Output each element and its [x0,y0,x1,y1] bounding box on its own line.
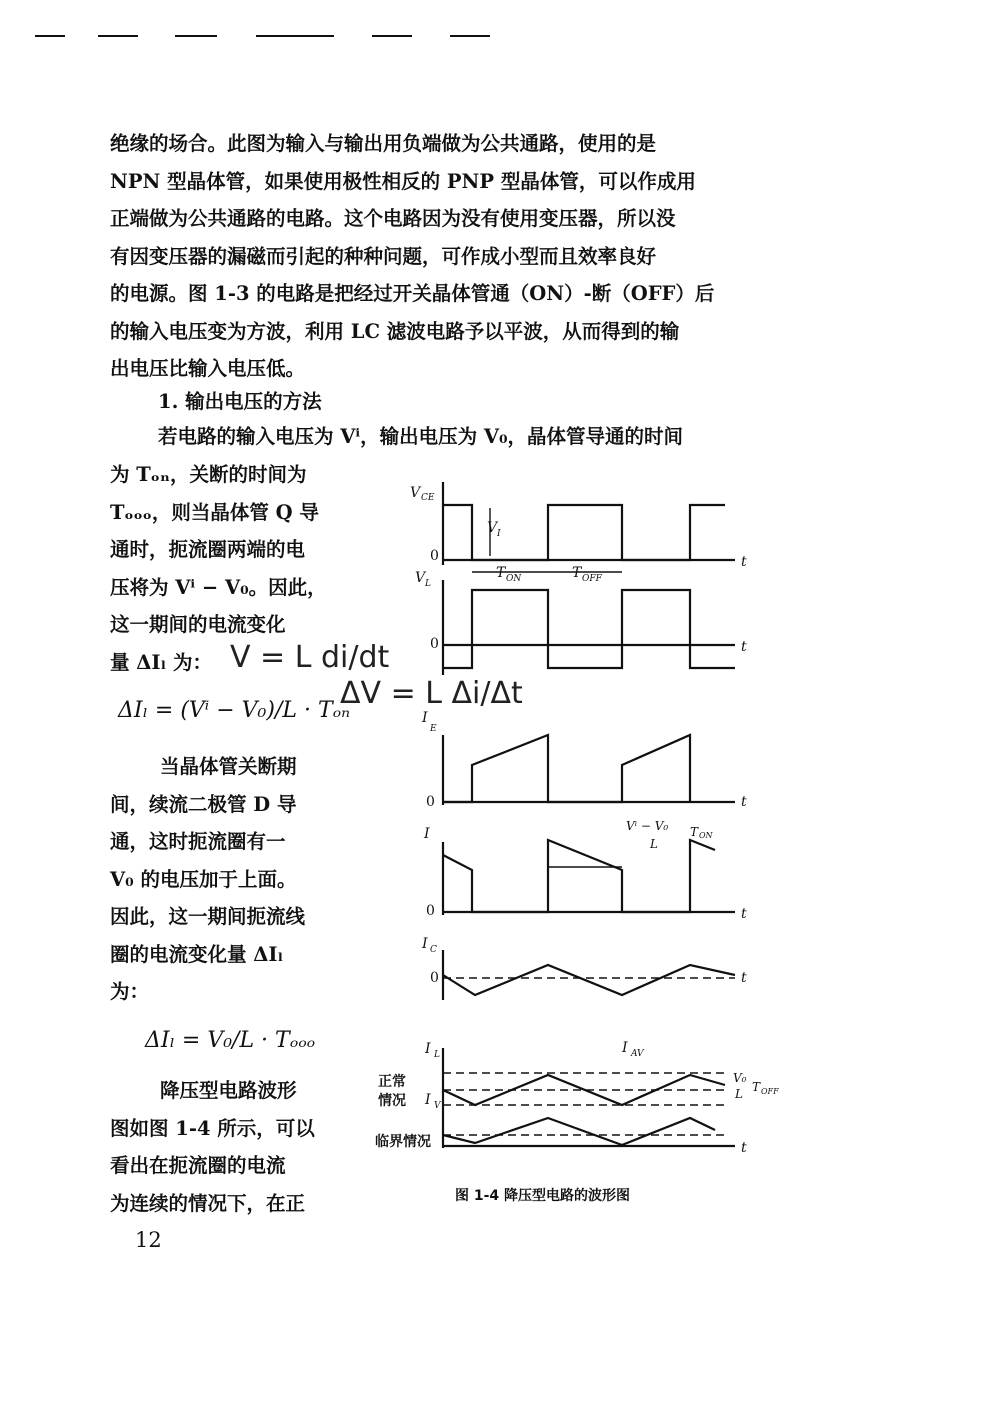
paragraph-first-line: 若电路的输入电压为 Vⁱ，输出电压为 V₀，晶体管导通的时间 [158,425,684,448]
text-line: 的电源。图 1-3 的电路是把经过开关晶体管通（ON）-断（OFF）后 [110,282,715,305]
svg-text:AV: AV [631,1049,644,1059]
svg-text:ON: ON [699,831,713,840]
vce-waveform [443,505,725,560]
svg-text:0: 0 [426,794,435,810]
svg-text:t: t [741,554,747,570]
i-waveform [443,840,715,912]
svg-text:E: E [430,724,437,734]
text-line: 量 ΔIₗ 为： [110,650,213,674]
text-line: 通时，扼流圈两端的电 [110,538,306,561]
text-line: V₀ 的电压加于上面。 [110,867,297,891]
label-vce: V [410,485,421,501]
svg-text:V₀: V₀ [733,1071,747,1085]
svg-text:t: t [741,906,747,922]
svg-text:OFF: OFF [582,574,602,584]
text-line: 图如图 1-4 所示，可以 [110,1116,315,1140]
text-line: 当晶体管关断期 [160,755,297,778]
svg-text:I: I [422,710,428,726]
text-line: 通，这时扼流圈有一 [110,830,286,853]
text-line: 的输入电压变为方波，利用 LC 滤波电路予以平波，从而得到的输 [110,319,680,343]
text-line: 为连续的情况下，在正 [110,1191,306,1215]
svg-text:V: V [415,570,426,586]
label-normal: 正常 [378,1074,406,1090]
svg-text:t: t [741,1140,747,1156]
text-line: 这一期间的电流变化 [110,613,286,636]
svg-text:T: T [752,1080,761,1094]
svg-text:C: C [430,945,437,955]
page-number: 12 [135,1228,162,1252]
ie-waveform [443,735,690,802]
svg-text:L: L [425,579,431,589]
svg-text:ON: ON [506,574,522,584]
vl-waveform [443,590,735,668]
svg-text:T: T [496,565,506,581]
text-line: 降压型电路波形 [160,1079,297,1102]
svg-text:I: I [622,1040,628,1056]
label-critical: 临界情况 [375,1134,431,1150]
text-line: 出电压比输入电压低。 [110,357,306,380]
svg-text:V: V [434,1101,441,1111]
svg-text:L: L [434,1050,440,1060]
text-line: 间，续流二极管 D 导 [110,792,297,816]
formula-delta-il-off: ΔIₗ = V₀/L · Tₒₒₒ [145,1028,316,1053]
text-line: Tₒₒₒ，则当晶体管 Q 导 [110,500,319,524]
svg-text:L: L [650,837,658,851]
label-normal-2: 情况 [378,1093,406,1109]
svg-text:OFF: OFF [761,1087,779,1096]
svg-text:I: I [422,936,428,952]
svg-text:I: I [425,1041,431,1057]
text-line: 为 Tₒₙ，关断的时间为 [110,463,307,486]
text-line: 圈的电流变化量 ΔIₗ [110,942,284,966]
svg-text:t: t [741,639,747,655]
text-line: NPN 型晶体管，如果使用极性相反的 PNP 型晶体管，可以作成用 [110,169,696,193]
svg-text:Vⁱ − V₀: Vⁱ − V₀ [626,819,669,833]
svg-text:I: I [425,1092,431,1108]
svg-text:0: 0 [430,548,439,564]
text-line: 有因变压器的漏磁而引起的种种问题，可作成小型而且效率良好 [110,244,657,268]
text-line: 压将为 Vⁱ − V₀。因此， [110,575,327,599]
svg-text:I: I [497,529,501,539]
svg-text:t: t [741,970,747,986]
text-line: 绝缘的场合。此图为输入与输出用负端做为公共通路，使用的是 [110,132,657,155]
svg-text:L: L [735,1087,743,1101]
text-line: 因此，这一期间扼流线 [110,905,306,928]
text-line: 看出在扼流圈的电流 [110,1154,286,1177]
svg-text:T: T [572,565,582,581]
ic-waveform [443,965,735,995]
svg-text:CE: CE [421,493,435,503]
svg-text:I: I [424,826,430,842]
handwritten-note: V = L di/dt [230,640,390,675]
svg-text:t: t [741,794,747,810]
svg-text:0: 0 [426,903,435,919]
text-line: 为： [110,980,150,1003]
handwritten-note: ΔV = L Δi/Δt [340,676,523,711]
figure-caption: 图 1-4 降压型电路的波形图 [455,1188,631,1204]
svg-text:0: 0 [430,970,439,986]
svg-text:T: T [690,825,699,839]
svg-text:V: V [487,520,498,536]
svg-text:0: 0 [430,636,439,652]
formula-delta-il-on: ΔIₗ = (Vⁱ − V₀)/L · Tₒₙ [118,698,351,723]
text-line: 正端做为公共通路的电路。这个电路因为没有使用变压器，所以没 [110,207,676,230]
il-critical-waveform [443,1118,715,1145]
section-heading: 1. 输出电压的方法 [158,390,322,413]
